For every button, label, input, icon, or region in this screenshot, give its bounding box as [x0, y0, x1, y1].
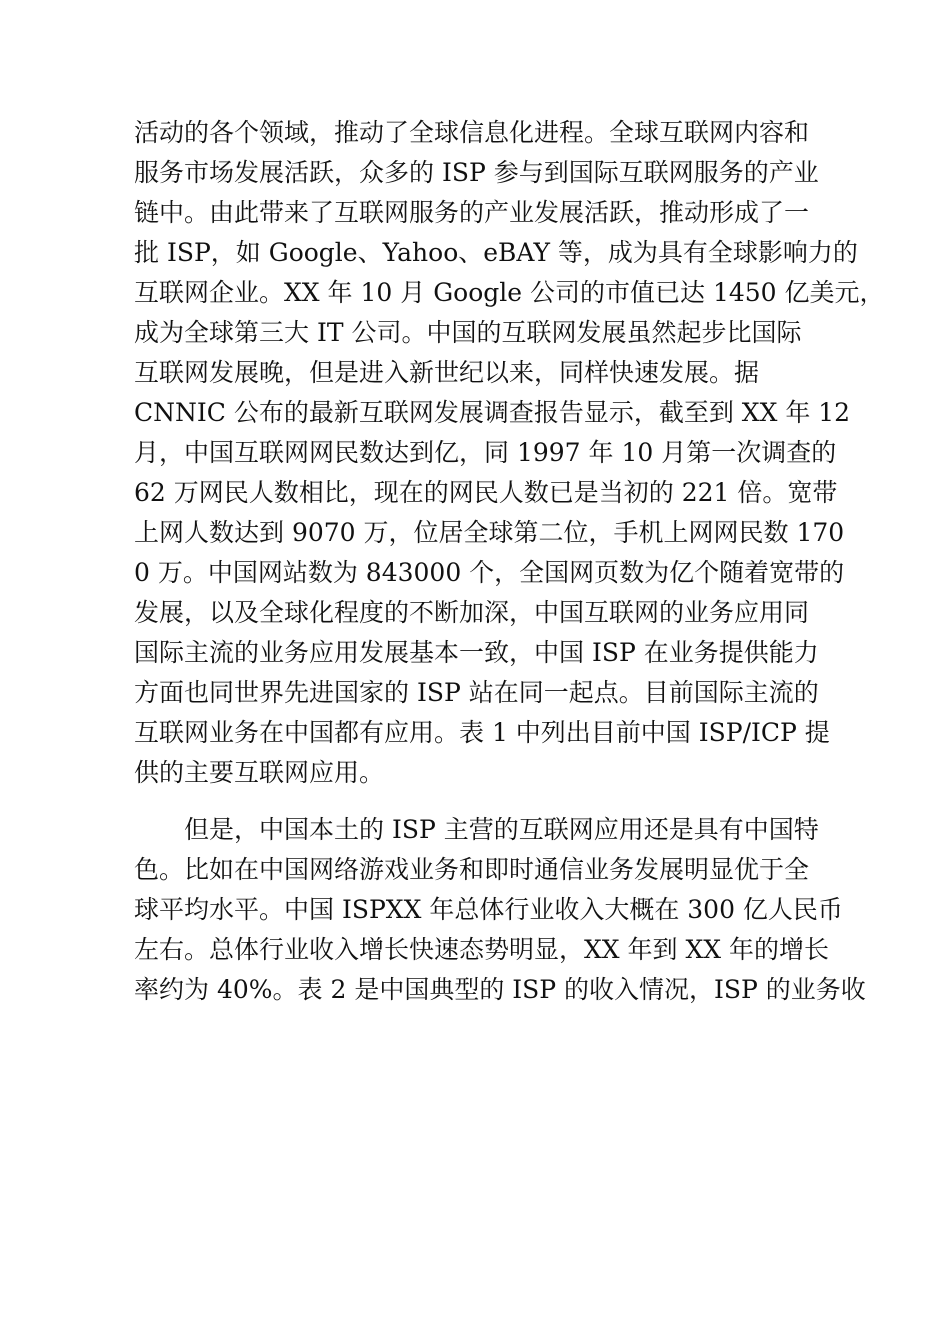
paragraph-gap — [134, 793, 834, 810]
document-body — [134, 113, 885, 1010]
text-line: 互联网业务在中国都有应用。表 1 中列出目前中国 ISP/ICP 提 — [134, 718, 830, 747]
text-line: 供的主要互联网应用。 — [134, 758, 385, 787]
text-line: 月，中国互联网网民数达到亿，同 1997 年 10 月第一次调查的 — [134, 438, 837, 467]
text-line: 活动的各个领域，推动了全球信息化进程。全球互联网内容和 — [134, 118, 810, 147]
text-line: 上网人数达到 9070 万，位居全球第二位，手机上网网民数 170 — [134, 518, 845, 547]
text-line: CNNIC 公布的最新互联网发展调查报告显示，截至到 XX 年 12 — [134, 398, 851, 427]
text-line: 但是，中国本土的 ISP 主营的互联网应用还是具有中国特 — [134, 815, 819, 844]
text-line: 率约为 40%。表 2 是中国典型的 ISP 的收入情况，ISP 的业务收 — [134, 975, 866, 1004]
text-line: 成为全球第三大 IT 公司。中国的互联网发展虽然起步比国际 — [134, 318, 802, 347]
text-line: 批 ISP，如 Google、Yahoo、eBAY 等，成为具有全球影响力的 — [134, 238, 858, 267]
text-line: 方面也同世界先进国家的 ISP 站在同一起点。目前国际主流的 — [134, 678, 819, 707]
text-line: 国际主流的业务应用发展基本一致，中国 ISP 在业务提供能力 — [134, 638, 819, 667]
text-line: 62 万网民人数相比，现在的网民人数已是当初的 221 倍。宽带 — [134, 478, 838, 507]
text-line: 球平均水平。中国 ISPXX 年总体行业收入大概在 300 亿人民币 — [134, 895, 843, 924]
text-line: 发展，以及全球化程度的不断加深，中国互联网的业务应用同 — [134, 598, 810, 627]
text-line: 互联网发展晚，但是进入新世纪以来，同样快速发展。据 — [134, 358, 760, 387]
text-line: 互联网企业。XX 年 10 月 Google 公司的市值已达 1450 亿美元， — [134, 278, 885, 307]
text-line: 服务市场发展活跃，众多的 ISP 参与到国际互联网服务的产业 — [134, 158, 819, 187]
text-line: 链中。由此带来了互联网服务的产业发展活跃，推动形成了一 — [134, 198, 810, 227]
text-line: 色。比如在中国网络游戏业务和即时通信业务发展明显优于全 — [134, 855, 810, 884]
text-line: 0 万。中国网站数为 843000 个，全国网页数为亿个随着宽带的 — [134, 558, 845, 587]
text-line: 左右。总体行业收入增长快速态势明显，XX 年到 XX 年的增长 — [134, 935, 830, 964]
